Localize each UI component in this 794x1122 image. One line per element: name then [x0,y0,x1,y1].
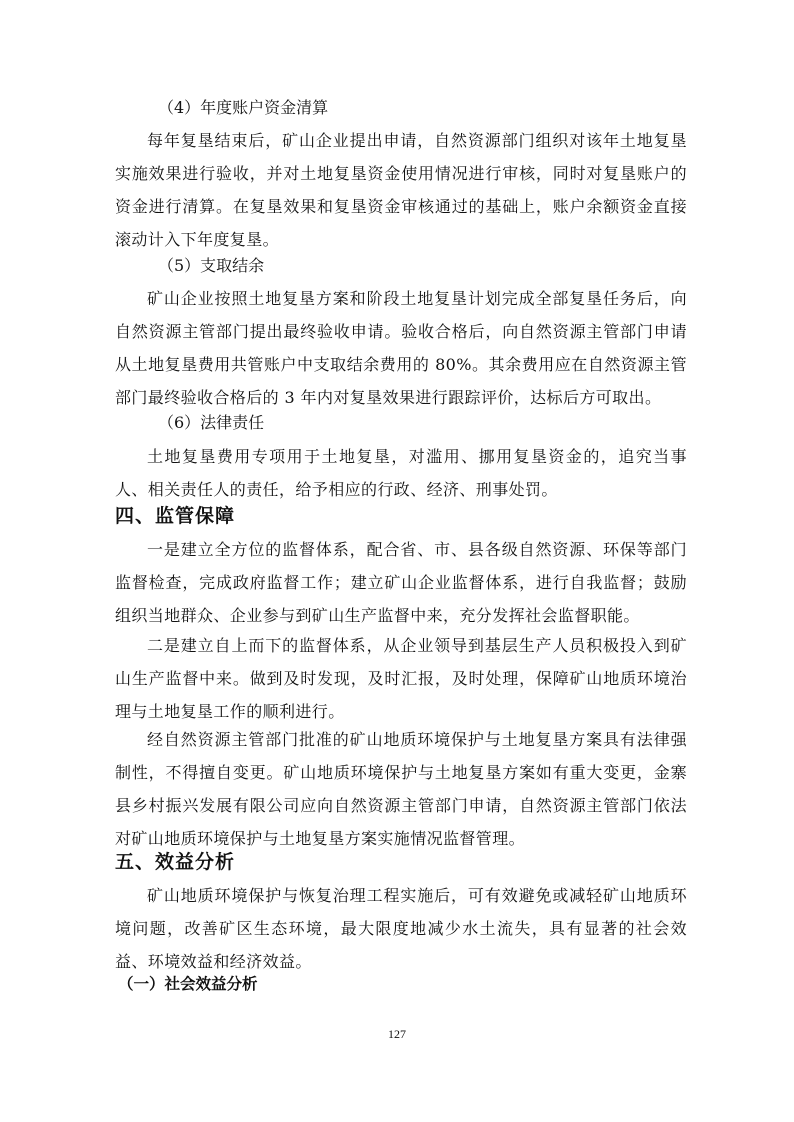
supervision-paragraph-2: 二是建立自上而下的监督体系，从企业领导到基层生产人员积极投入到矿山生产监督中来。做到及时发现，及时汇报，及时处理，保障矿山地质环境治理与土地复垦工作的顺利进行。 [115,636,687,721]
subheading-social-benefit: （一）社会效益分析 [118,975,258,993]
page-number: 127 [388,1027,406,1041]
benefit-paragraph: 矿山地质环境保护与恢复治理工程实施后，可有效避免或减轻矿山地质环境问题，改善矿区生态环境，最大限度地减少水土流失，具有显著的社会效益、环境效益和经济效益。 [115,886,687,971]
supervision-paragraph-3: 经自然资源主管部门批准的矿山地质环境保护与土地复垦方案具有法律强制性，不得擅自变更。矿山地质环境保护与土地复垦方案如有重大变更，金寨县乡村振兴发展有限公司应向自然资源主管部门申请，自然资源主管部门依法对矿山地质环境保护与土地复垦方案实施情况监督管理。 [115,730,687,848]
section-4-6-paragraph: 土地复垦费用专项用于土地复垦，对滥用、挪用复垦资金的，追究当事人、相关责任人的责任，给予相应的行政、经济、刑事处罚。 [115,447,687,499]
section-4-5-paragraph: 矿山企业按照土地复垦方案和阶段土地复垦计划完成全部复垦任务后，向自然资源主管部门提出最终验收申请。验收合格后，向自然资源主管部门申请从土地复垦费用共管账户中支取结余费用的 80%。其余费用应在自然资源主管部门最终验收合格后的 3 年内对复垦效果进行跟踪评价，达标后方可取出。 [115,289,687,407]
heading-benefit-analysis: 五、效益分析 [115,851,236,873]
section-4-5-title: （5）支取结余 [158,256,265,275]
section-4-6-title: （6）法律责任 [158,413,265,432]
supervision-paragraph-1: 一是建立全方位的监督体系，配合省、市、县各级自然资源、环保等部门监督检查，完成政府监督工作；建立矿山企业监督体系，进行自我监督；鼓励组织当地群众、企业参与到矿山生产监督中来，充分发挥社会监督职能。 [115,540,687,625]
section-4-4-title: （4）年度账户资金清算 [158,98,329,117]
heading-supervision: 四、监管保障 [115,505,236,527]
section-4-4-paragraph: 每年复垦结束后，矿山企业提出申请，自然资源部门组织对该年土地复垦实施效果进行验收，并对土地复垦资金使用情况进行审核，同时对复垦账户的资金进行清算。在复垦效果和复垦资金审核通过的基础上，账户余额资金直接滚动计入下年度复垦。 [115,131,687,249]
